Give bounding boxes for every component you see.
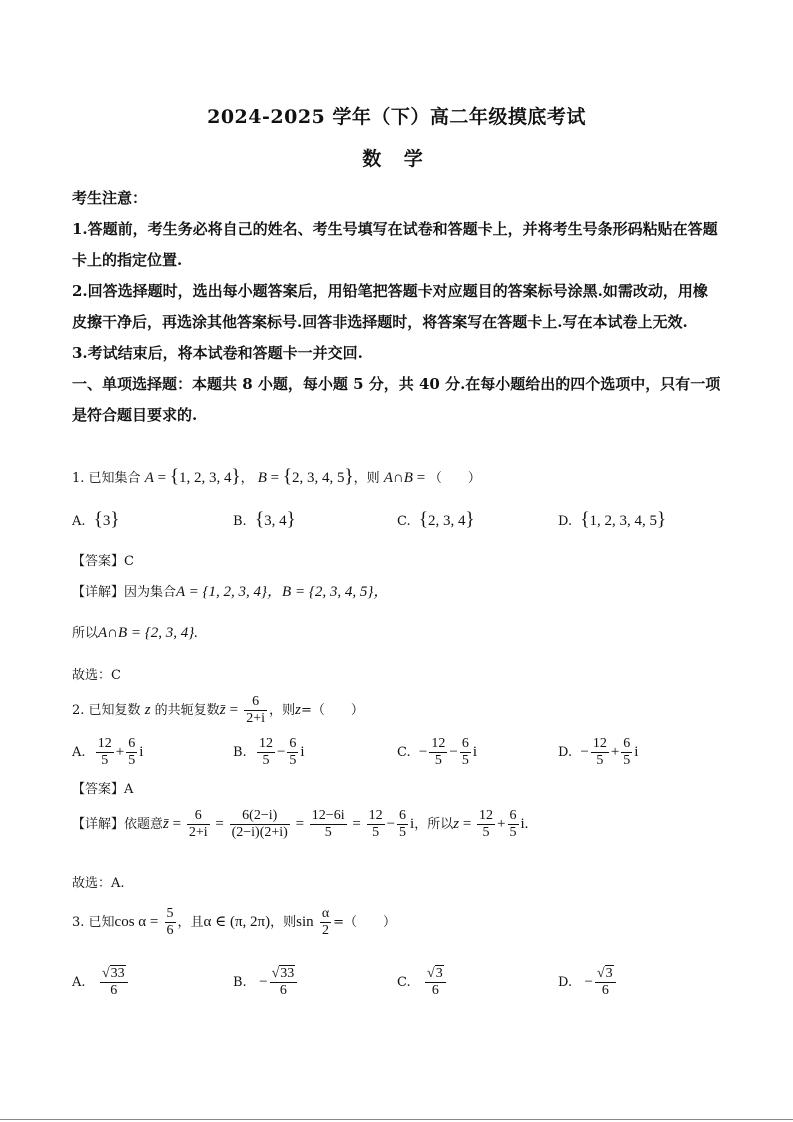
q3-mid: ，且 — [177, 915, 204, 931]
q3-option-d: D. − $\frac{√3}{6}$ — [558, 966, 618, 999]
q2-oc-a-den: 5 — [434, 753, 442, 769]
q2-e3-num: 12−6i — [310, 808, 347, 825]
q1-option-d-label: D. — [558, 514, 573, 529]
question-2-stem — [72, 694, 364, 727]
q1-explain-sets: A = {1, 2, 3, 4}，B = {2, 3, 4, 5}， — [176, 584, 389, 600]
q2-so-text: ，所以 — [414, 817, 454, 833]
q2-option-d — [558, 736, 638, 769]
q2-oa-b-den: 5 — [128, 753, 136, 769]
q2-oa-a-den: 5 — [101, 753, 109, 769]
q1-choose: 故选：C — [72, 668, 121, 683]
q1-mid: ，则 — [353, 471, 380, 486]
q3-ob-root: 33 — [280, 966, 295, 981]
q2-r-a-num: 12 — [477, 808, 495, 825]
q2-ob-a-num: 12 — [257, 736, 275, 753]
notice-item-2: 2.回答选择题时，选出每小题答案后，用铅笔把答题卡对应题目的答案标号涂黑.如需改动，用橡皮擦干净后，再选涂其他答案标号.回答非选择题时，将答案写在答题卡上.写在本试卷上无效. — [72, 282, 708, 331]
q2-explain-zbar: z̄ — [163, 816, 169, 833]
notice-block — [72, 183, 722, 431]
notice-item-3: 3.考试结束后，将本试卷和答题卡一并交回. — [72, 344, 363, 362]
q2-explain-label: 【详解】 — [72, 817, 125, 833]
q3-cos: cos α = — [114, 914, 159, 931]
q3-oa-den: 6 — [110, 983, 118, 999]
q2-tail2: =（ ） — [300, 703, 364, 719]
q1-answer-label: 【答案】 — [72, 554, 125, 569]
q3-range: α ∈ (π, 2π) — [203, 914, 271, 931]
q1-answer-value: C — [124, 554, 134, 569]
q3-prefix: 3. 已知 — [72, 915, 115, 931]
q3-sin: sin — [296, 914, 314, 931]
q1-option-a-value: 3 — [102, 513, 111, 529]
q2-option-c — [397, 736, 477, 769]
q1-option-a: A. {3} — [72, 509, 120, 530]
q3-option-c-label: C. — [397, 975, 411, 991]
q3-od-sign: − — [584, 974, 593, 991]
q2-od-b-den: 5 — [623, 753, 631, 769]
q2-option-d-label: D. — [558, 745, 573, 761]
q1-option-d: D. {1, 2, 3, 4, 5} — [558, 509, 667, 530]
q1-so-text: 所以 — [72, 626, 99, 641]
q2-option-b-label: B. — [233, 745, 247, 761]
q2-oa-b-num: 6 — [126, 736, 137, 753]
q2-option-c-sign: − — [418, 744, 428, 761]
page-bottom-divider — [0, 1119, 793, 1120]
q1-option-b: B. {3, 4} — [233, 509, 296, 530]
q2-prefix: 2. 已知复数 — [72, 703, 141, 719]
q2-option-a-label: A. — [72, 745, 86, 761]
notice-heading: 考生注意： — [72, 189, 148, 207]
q2-mid: 的共轭复数 — [154, 703, 220, 719]
q1-explain — [72, 580, 388, 601]
q2-answer-value: A — [124, 782, 134, 797]
q1-option-c: C. {2, 3, 4} — [397, 509, 475, 530]
q3-ob-den: 6 — [279, 983, 287, 999]
q1-option-c-value: 2, 3, 4 — [428, 513, 466, 529]
q2-od-unit: i — [634, 744, 639, 761]
q1-prefix: 1. 已知集合 — [72, 471, 141, 486]
q2-eq: = — [229, 702, 239, 719]
q3-oc-root: 3 — [435, 966, 443, 981]
q2-option-d-sign: − — [580, 744, 589, 761]
q1-expr: A∩B — [383, 470, 413, 486]
q2-choose: 故选：A. — [72, 876, 125, 891]
q2-ob-a-den: 5 — [262, 753, 270, 769]
q1-conclusion — [72, 622, 198, 642]
q2-e4-b-num: 6 — [397, 808, 408, 825]
q1-tail: （ ） — [428, 471, 481, 486]
q2-r-a-den: 5 — [482, 825, 490, 841]
q3-c-num: 5 — [165, 906, 176, 923]
q2-ob-op: − — [276, 744, 286, 761]
q1-set-b: 2, 3, 4, 5 — [291, 470, 345, 486]
q3-option-c: C. $\frac{√3}{6}$ — [397, 966, 448, 999]
q2-explain-text: 依题意 — [124, 817, 164, 833]
q2-tail: ，则 — [269, 703, 296, 719]
q3-oc-den: 6 — [431, 983, 439, 999]
q2-oc-unit: i — [472, 744, 477, 761]
q3-end: =（ ） — [333, 915, 397, 931]
q2-zbar: z̄ — [219, 702, 226, 719]
q2-e1-den: 2+i — [188, 825, 208, 841]
q2-od-b-num: 6 — [621, 736, 632, 753]
q3-option-a-label: A. — [72, 975, 86, 991]
q3-option-b: B. − $\frac{√33}{6}$ — [233, 966, 299, 999]
q3-oa-root: 33 — [110, 966, 125, 981]
q2-oa-unit: i — [139, 744, 144, 761]
question-1-stem: 1. 已知集合 A = {1, 2, 3, 4}， B = {2, 3, 4, 5}，则 A∩B = （ ） — [72, 466, 481, 487]
q2-e2-num: 6(2−i) — [230, 808, 290, 825]
q1-answer — [72, 550, 134, 569]
q1-so-expr: A∩B = {2, 3, 4}. — [98, 625, 199, 641]
q3-option-a: A. $\frac{√33}{6}$ — [72, 966, 130, 999]
q3-od-den: 6 — [601, 983, 609, 999]
q1-set-a: 1, 2, 3, 4 — [178, 470, 232, 486]
q2-r-b-num: 6 — [508, 808, 519, 825]
q2-e2-den: (2−i)(2+i) — [231, 825, 288, 841]
q1-option-d-value: 1, 2, 3, 4, 5 — [589, 513, 657, 529]
q2-frac-num: 6 — [244, 694, 267, 711]
q2-answer — [72, 778, 133, 797]
q2-option-a — [72, 736, 143, 769]
q2-ob-unit: i — [300, 744, 305, 761]
q2-e4-b-den: 5 — [399, 825, 407, 841]
q2-e3-den: 5 — [324, 825, 332, 841]
q3-od-root: 3 — [605, 966, 613, 981]
q2-explain: 【详解】依题意z̄ = $\frac{6}{2+i}$ = $\frac{6(2-i)}{(2-i)(2+i)}$ = $\frac{12-6i}{5}$ = $\frac{12}{5}$ − $\frac{6}{5}$ i，所以z = $\frac{12}{5}$ + $\frac{6}{5}$ i. — [72, 808, 529, 841]
q1-option-a-label: A. — [72, 514, 86, 529]
q2-z-2: z — [295, 702, 301, 719]
q1-set-b-name: B — [257, 470, 267, 486]
question-3-stem — [72, 906, 396, 939]
q3-s-den: 2 — [321, 923, 329, 939]
q2-oc-op: − — [449, 744, 458, 761]
q3-c-den: 6 — [166, 923, 174, 939]
q2-oa-a-num: 12 — [96, 736, 114, 753]
q1-option-c-label: C. — [397, 514, 411, 529]
q2-oa-op: + — [115, 744, 125, 761]
exam-subject: 数 学 — [362, 148, 431, 170]
exam-title: 2024-2025 学年（下）高二年级摸底考试 — [207, 106, 586, 128]
q2-od-a-den: 5 — [596, 753, 604, 769]
q2-oc-a-num: 12 — [429, 736, 447, 753]
q2-z: z — [144, 702, 151, 719]
q2-od-a-num: 12 — [591, 736, 609, 753]
q3-option-d-label: D. — [558, 975, 573, 991]
q1-explain-label: 【详解】 — [72, 585, 125, 600]
q1-set-a-name: A — [144, 470, 154, 486]
q2-ob-b-den: 5 — [289, 753, 297, 769]
q1-option-b-label: B. — [233, 514, 247, 529]
q2-e4-a-num: 12 — [367, 808, 385, 825]
q2-ob-b-num: 6 — [287, 736, 298, 753]
q2-frac-den: 2+i — [246, 711, 266, 727]
q1-option-b-value: 3, 4 — [264, 513, 287, 529]
q3-ob-sign: − — [259, 974, 268, 991]
notice-item-1: 1.答题前，考生务必将自己的姓名、考生号填写在试卷和答题卡上，并将考生号条形码粘贴在答题卡上的指定位置. — [72, 220, 718, 269]
q2-option-b — [233, 736, 305, 769]
q2-e1-num: 6 — [187, 808, 210, 825]
q2-so-z: z — [453, 816, 460, 833]
q1-explain-text: 因为集合 — [124, 585, 177, 600]
q2-r-b-den: 5 — [509, 825, 517, 841]
section-heading: 一、单项选择题：本题共 8 小题，每小题 5 分，共 40 分.在每小题给出的四个选项中，只有一项是符合题目要求的. — [72, 375, 721, 424]
q2-stem-fraction — [244, 694, 267, 727]
q2-oc-b-num: 6 — [460, 736, 471, 753]
q2-answer-label: 【答案】 — [72, 782, 125, 797]
q2-option-c-label: C. — [397, 745, 411, 761]
q3-tail: ，则 — [270, 915, 297, 931]
q2-e4-a-den: 5 — [372, 825, 380, 841]
q3-option-b-label: B. — [233, 975, 247, 991]
q2-oc-b-den: 5 — [461, 753, 469, 769]
q3-s-num: α — [320, 906, 331, 923]
q2-od-op: + — [610, 744, 620, 761]
